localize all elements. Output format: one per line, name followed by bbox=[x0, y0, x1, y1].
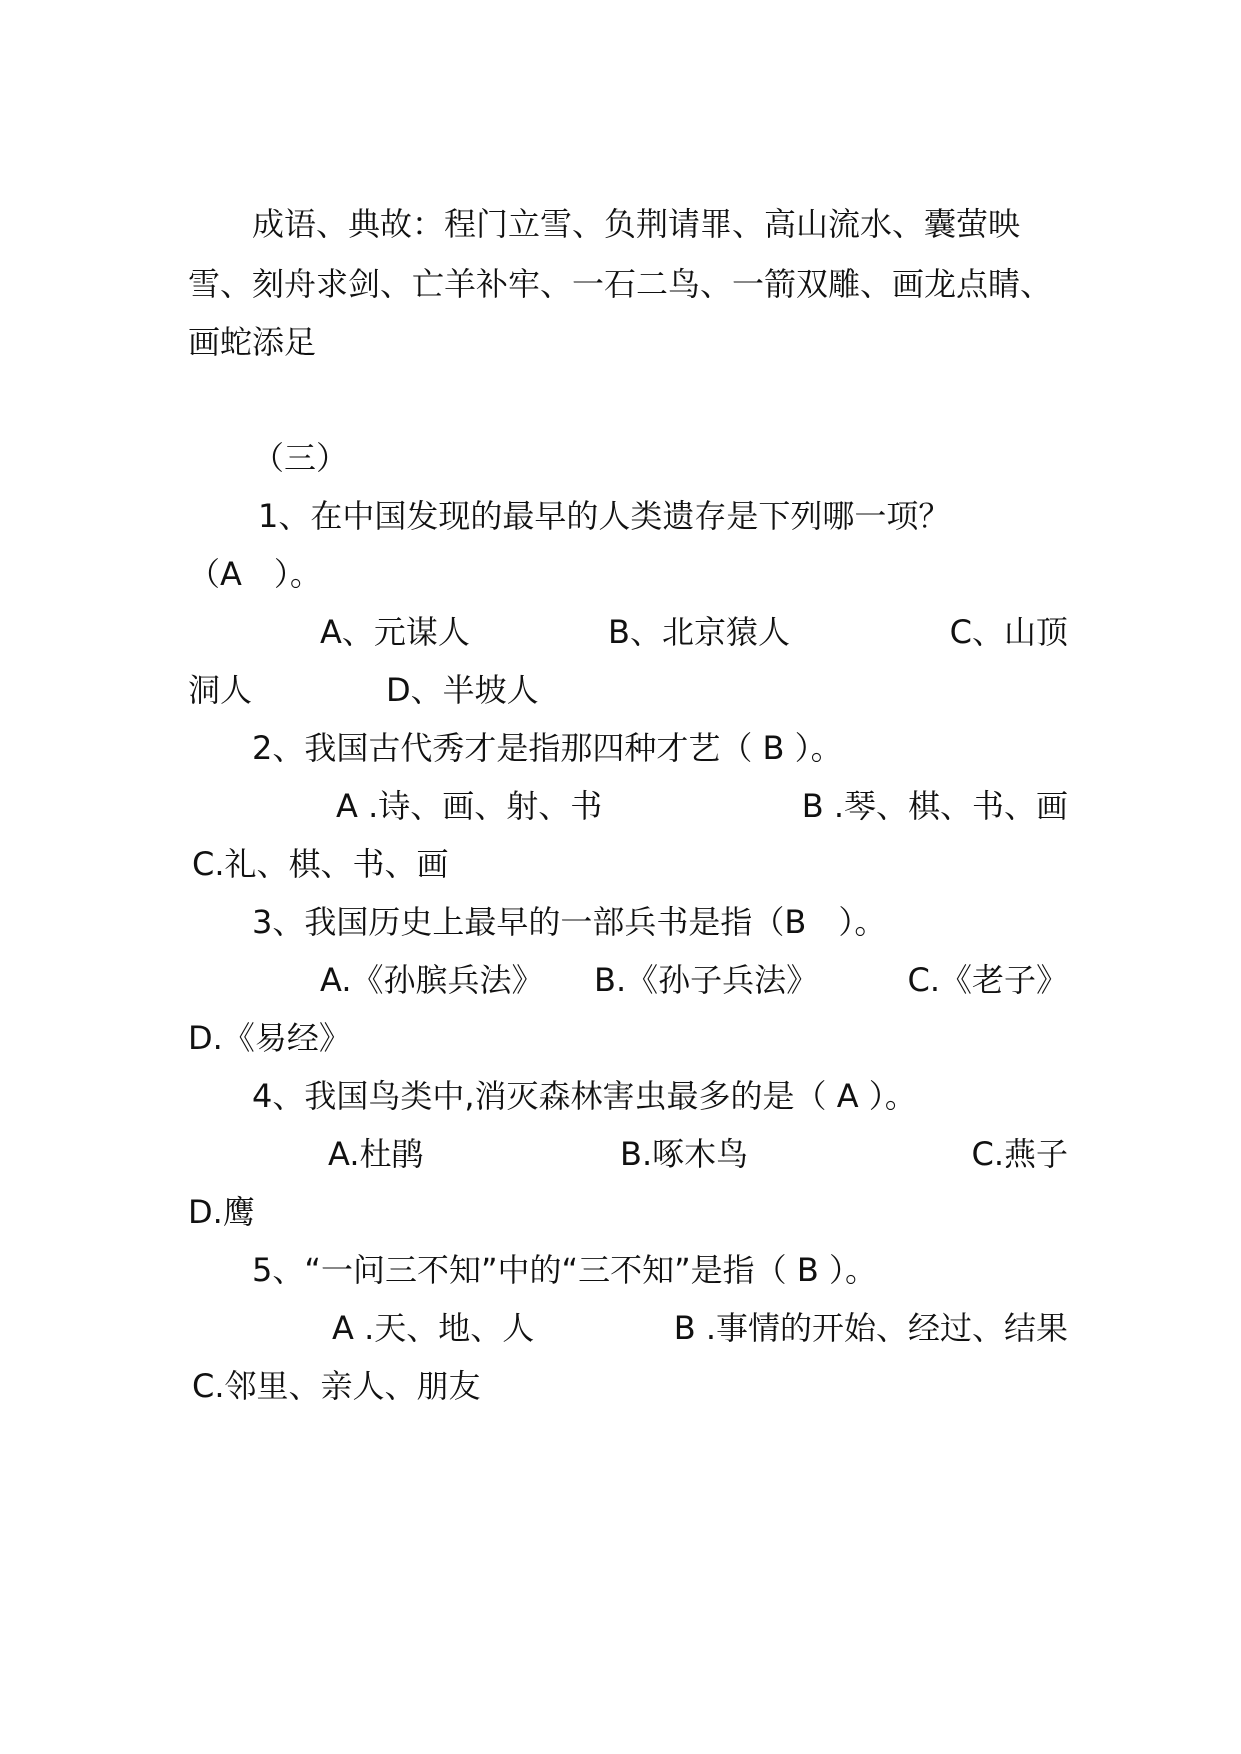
option-a: A.《孙膑兵法》 bbox=[320, 961, 544, 999]
option-a: A .诗、画、射、书 bbox=[336, 787, 603, 825]
option-c: C.《老子》 bbox=[907, 961, 1068, 999]
question-3-option-d: D.《易经》 bbox=[188, 1019, 351, 1057]
question-3-stem: 3、我国历史上最早的一部兵书是指（B ）。 bbox=[252, 903, 887, 941]
question-3-options-row-1 bbox=[188, 952, 1068, 1008]
option-b: B、北京猿人 bbox=[608, 613, 790, 651]
question-1-stem-line-1: 1、在中国发现的最早的人类遗存是下列哪一项？ bbox=[258, 497, 951, 535]
option-b: B.啄木鸟 bbox=[620, 1135, 749, 1173]
option-c: C、山顶 bbox=[949, 613, 1068, 651]
question-5-option-c: C.邻里、亲人、朋友 bbox=[192, 1367, 481, 1405]
option-b: B .琴、棋、书、画 bbox=[801, 787, 1068, 825]
idioms-line-1: 成语、典故：程门立雪、负荆请罪、高山流水、囊萤映 bbox=[252, 205, 1021, 243]
option-d: D、半坡人 bbox=[386, 671, 539, 709]
question-2-stem: 2、我国古代秀才是指那四种才艺（ B ）。 bbox=[252, 729, 843, 767]
section-title: （三） bbox=[252, 439, 349, 477]
idioms-line-2: 雪、刻舟求剑、亡羊补牢、一石二鸟、一箭双雕、画龙点睛、 bbox=[188, 265, 1053, 303]
question-1-options-row-2 bbox=[188, 662, 1068, 718]
option-b: B .事情的开始、经过、结果 bbox=[673, 1309, 1068, 1347]
question-1-stem-line-2: （A ）。 bbox=[188, 555, 322, 593]
option-a: A .天、地、人 bbox=[332, 1309, 535, 1347]
option-c: C.燕子 bbox=[971, 1135, 1068, 1173]
question-4-stem: 4、我国鸟类中,消灭森林害虫最多的是（ A ）。 bbox=[252, 1077, 917, 1115]
question-4-options-row-1 bbox=[188, 1126, 1068, 1182]
question-5-stem: 5、“一问三不知”中的“三不知”是指（ B ）。 bbox=[252, 1251, 877, 1289]
question-2-options-row-1 bbox=[188, 778, 1068, 834]
option-c-continued: 洞人 bbox=[188, 671, 253, 709]
question-2-option-c: C.礼、棋、书、画 bbox=[192, 845, 449, 883]
option-a: A、元谋人 bbox=[320, 613, 470, 651]
question-4-option-d: D.鹰 bbox=[188, 1193, 255, 1231]
option-b: B.《孙子兵法》 bbox=[594, 961, 819, 999]
idioms-line-3: 画蛇添足 bbox=[188, 323, 317, 361]
question-5-options-row-1 bbox=[188, 1300, 1068, 1356]
question-1-options-row-1 bbox=[188, 604, 1068, 660]
option-a: A.杜鹃 bbox=[328, 1135, 424, 1173]
